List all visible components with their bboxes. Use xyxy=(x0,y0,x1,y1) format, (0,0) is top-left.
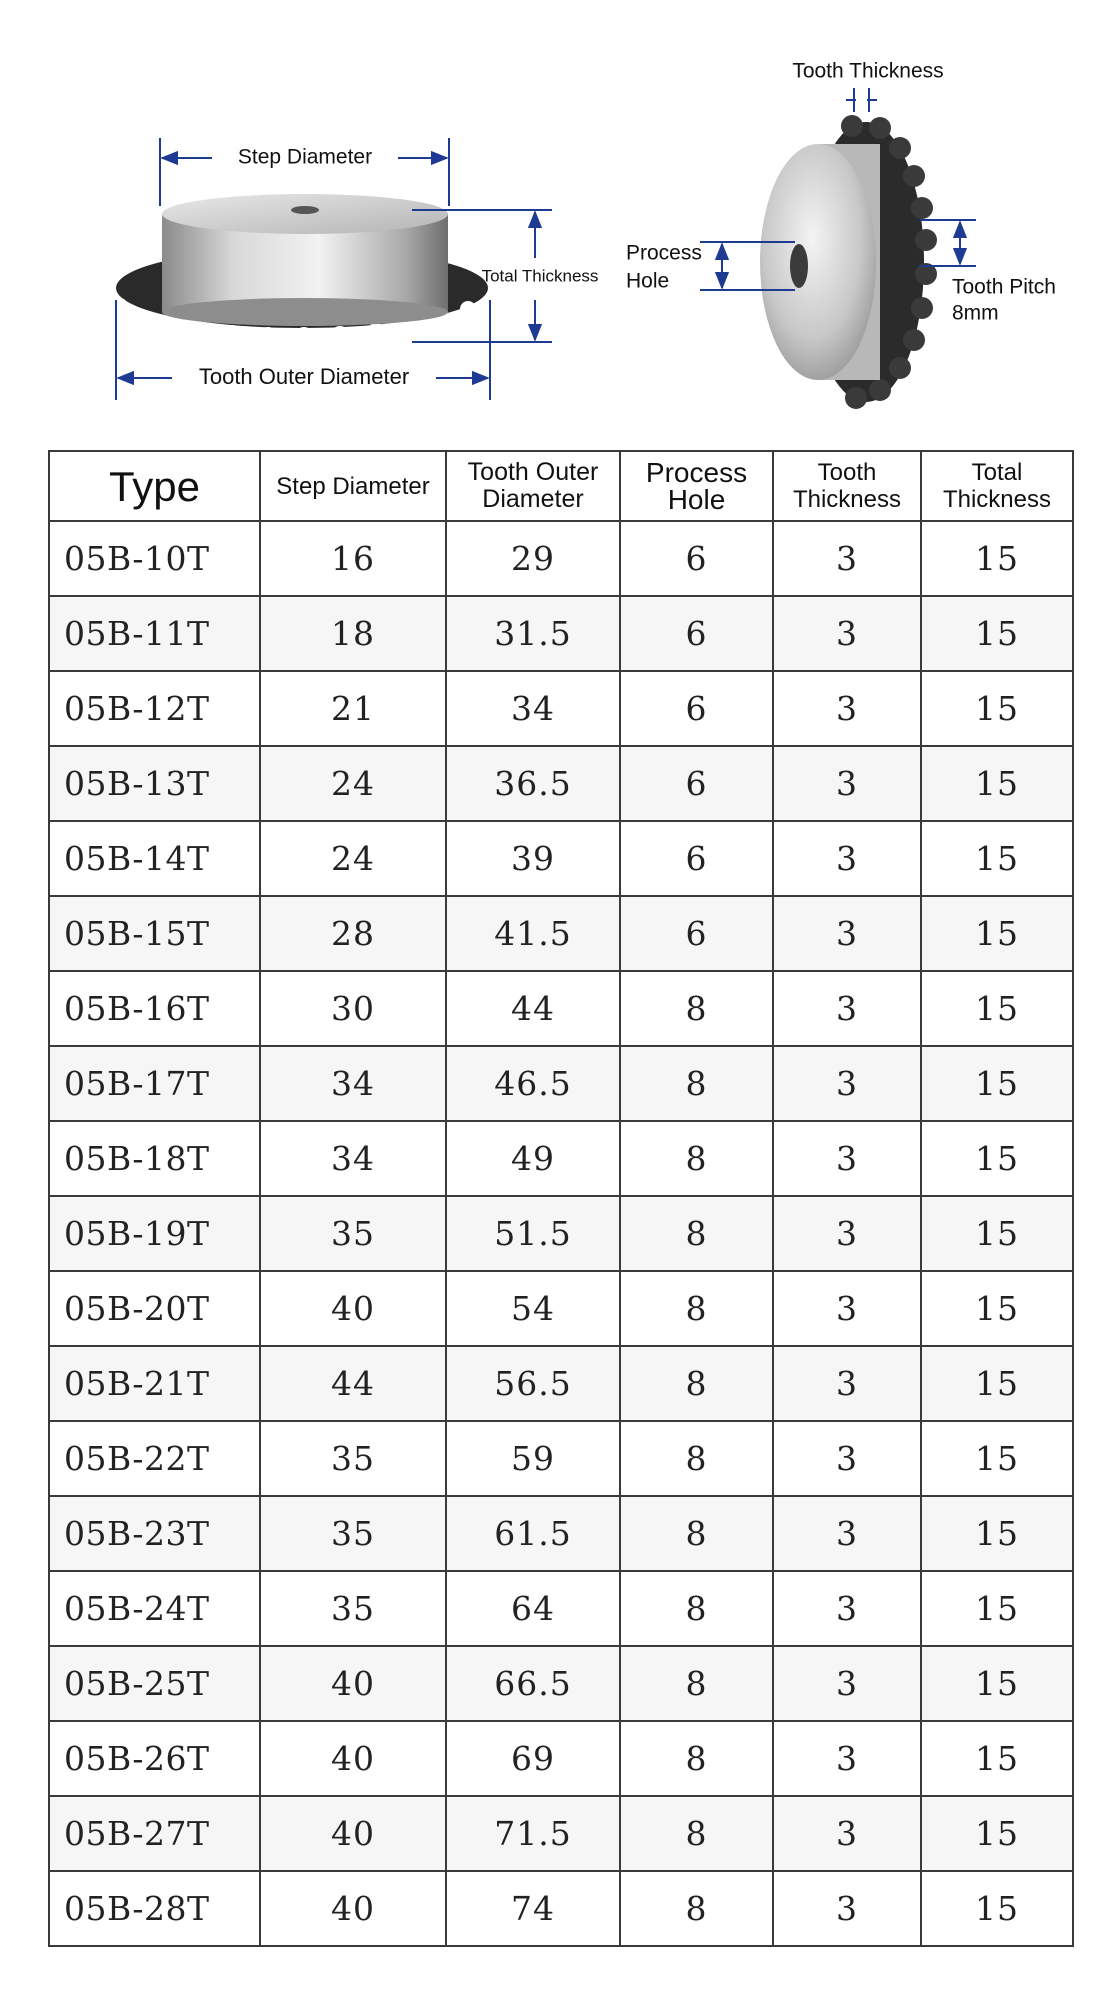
cell-type: 05B-15Т xyxy=(49,896,260,971)
header-tooth-thickness-line1: Tooth xyxy=(817,459,877,486)
cell-total-thickness: 15 xyxy=(921,746,1073,821)
cell-step-diameter: 24 xyxy=(260,821,446,896)
cell-tooth-thickness: 3 xyxy=(773,1721,921,1796)
cell-total-thickness: 15 xyxy=(921,896,1073,971)
cell-tooth-outer-diameter: 44 xyxy=(446,971,620,1046)
cell-tooth-thickness: 3 xyxy=(773,1871,921,1946)
cell-process-hole: 8 xyxy=(620,1196,773,1271)
header-step-diameter-text: Step Diameter xyxy=(276,472,430,500)
cell-step-diameter: 18 xyxy=(260,596,446,671)
cell-tooth-thickness: 3 xyxy=(773,1196,921,1271)
cell-tooth-outer-diameter: 46.5 xyxy=(446,1046,620,1121)
cell-tooth-thickness: 3 xyxy=(773,896,921,971)
cell-process-hole: 6 xyxy=(620,521,773,596)
cell-process-hole: 6 xyxy=(620,596,773,671)
cell-step-diameter: 30 xyxy=(260,971,446,1046)
cell-step-diameter: 44 xyxy=(260,1346,446,1421)
header-tooth-outer-diameter-line2: Diameter xyxy=(482,485,584,513)
cell-process-hole: 8 xyxy=(620,1721,773,1796)
table-row xyxy=(49,1421,1073,1496)
cell-step-diameter: 21 xyxy=(260,671,446,746)
header-process-hole xyxy=(620,451,773,521)
cell-tooth-thickness: 3 xyxy=(773,1796,921,1871)
table-row xyxy=(49,1496,1073,1571)
header-tooth-thickness-line2: Thickness xyxy=(792,486,902,513)
total-thickness-label: Total Thickness xyxy=(481,266,599,286)
table-row xyxy=(49,521,1073,596)
cell-total-thickness: 15 xyxy=(921,1646,1073,1721)
cell-tooth-outer-diameter: 59 xyxy=(446,1421,620,1496)
cell-tooth-outer-diameter: 51.5 xyxy=(446,1196,620,1271)
cell-type: 05B-23Т xyxy=(49,1496,260,1571)
cell-process-hole: 6 xyxy=(620,821,773,896)
table-row xyxy=(49,1346,1073,1421)
cell-tooth-outer-diameter: 74 xyxy=(446,1871,620,1946)
cell-process-hole: 8 xyxy=(620,1271,773,1346)
table-row xyxy=(49,971,1073,1046)
cell-tooth-outer-diameter: 64 xyxy=(446,1571,620,1646)
cell-total-thickness: 15 xyxy=(921,1721,1073,1796)
cell-type: 05B-12Т xyxy=(49,671,260,746)
header-total-thickness-line2: Thickness xyxy=(942,486,1052,513)
cell-total-thickness: 15 xyxy=(921,1421,1073,1496)
cell-process-hole: 8 xyxy=(620,1421,773,1496)
cell-type: 05B-20Т xyxy=(49,1271,260,1346)
cell-process-hole: 8 xyxy=(620,1496,773,1571)
cell-tooth-outer-diameter: 61.5 xyxy=(446,1496,620,1571)
cell-tooth-outer-diameter: 54 xyxy=(446,1271,620,1346)
cell-process-hole: 6 xyxy=(620,671,773,746)
cell-total-thickness: 15 xyxy=(921,521,1073,596)
cell-type: 05B-25Т xyxy=(49,1646,260,1721)
table-row xyxy=(49,1046,1073,1121)
process-hole-label-line2: Hole xyxy=(626,269,670,293)
side-view-sprocket xyxy=(112,194,488,345)
cell-tooth-thickness: 3 xyxy=(773,746,921,821)
table-body xyxy=(49,521,1073,1946)
table-row xyxy=(49,1571,1073,1646)
cell-type: 05B-22Т xyxy=(49,1421,260,1496)
cell-type: 05B-21Т xyxy=(49,1346,260,1421)
cell-step-diameter: 28 xyxy=(260,896,446,971)
cell-type: 05B-18Т xyxy=(49,1121,260,1196)
cell-tooth-thickness: 3 xyxy=(773,1346,921,1421)
table-header-row xyxy=(49,451,1073,521)
header-tooth-outer-diameter xyxy=(446,451,620,521)
table-row xyxy=(49,746,1073,821)
cell-tooth-thickness: 3 xyxy=(773,1496,921,1571)
cell-tooth-outer-diameter: 31.5 xyxy=(446,596,620,671)
cell-process-hole: 8 xyxy=(620,1571,773,1646)
cell-step-diameter: 40 xyxy=(260,1721,446,1796)
cell-type: 05B-13Т xyxy=(49,746,260,821)
cell-total-thickness: 15 xyxy=(921,1796,1073,1871)
cell-type: 05B-19Т xyxy=(49,1196,260,1271)
cell-step-diameter: 35 xyxy=(260,1421,446,1496)
hub-bore xyxy=(291,206,319,214)
tooth-pitch-label-line1: Tooth Pitch xyxy=(952,275,1056,299)
cell-type: 05B-16Т xyxy=(49,971,260,1046)
cell-step-diameter: 16 xyxy=(260,521,446,596)
cell-type: 05B-24Т xyxy=(49,1571,260,1646)
cell-process-hole: 6 xyxy=(620,896,773,971)
perspective-view-sprocket xyxy=(760,115,937,409)
cell-process-hole: 8 xyxy=(620,1046,773,1121)
table-row xyxy=(49,1796,1073,1871)
cell-tooth-thickness: 3 xyxy=(773,821,921,896)
cell-type: 05B-10Т xyxy=(49,521,260,596)
cell-tooth-outer-diameter: 36.5 xyxy=(446,746,620,821)
cell-step-diameter: 40 xyxy=(260,1871,446,1946)
cell-step-diameter: 34 xyxy=(260,1121,446,1196)
header-step-diameter xyxy=(260,451,446,521)
cell-total-thickness: 15 xyxy=(921,671,1073,746)
table-row xyxy=(49,671,1073,746)
cell-step-diameter: 34 xyxy=(260,1046,446,1121)
header-process-hole-line1: Process xyxy=(645,457,748,488)
cell-tooth-thickness: 3 xyxy=(773,1046,921,1121)
cell-step-diameter: 35 xyxy=(260,1571,446,1646)
cell-tooth-thickness: 3 xyxy=(773,596,921,671)
table-row xyxy=(49,1721,1073,1796)
cell-type: 05B-17Т xyxy=(49,1046,260,1121)
table-row xyxy=(49,821,1073,896)
cell-tooth-thickness: 3 xyxy=(773,1421,921,1496)
table-row xyxy=(49,1646,1073,1721)
cell-tooth-outer-diameter: 49 xyxy=(446,1121,620,1196)
cell-process-hole: 8 xyxy=(620,1646,773,1721)
cell-total-thickness: 15 xyxy=(921,971,1073,1046)
cell-process-hole: 8 xyxy=(620,1871,773,1946)
cell-total-thickness: 15 xyxy=(921,1121,1073,1196)
header-tooth-outer-diameter-line1: Tooth Outer xyxy=(467,458,599,486)
cell-type: 05B-28Т xyxy=(49,1871,260,1946)
cell-tooth-outer-diameter: 34 xyxy=(446,671,620,746)
header-tooth-thickness xyxy=(773,451,921,521)
tooth-outer-diameter-label: Tooth Outer Diameter xyxy=(198,363,410,389)
table-row xyxy=(49,1271,1073,1346)
cell-process-hole: 8 xyxy=(620,1121,773,1196)
hub-bottom xyxy=(162,298,448,326)
cell-total-thickness: 15 xyxy=(921,1196,1073,1271)
cell-total-thickness: 15 xyxy=(921,1046,1073,1121)
cell-type: 05B-27Т xyxy=(49,1796,260,1871)
cell-tooth-outer-diameter: 69 xyxy=(446,1721,620,1796)
cell-process-hole: 8 xyxy=(620,1796,773,1871)
cell-type: 05B-14Т xyxy=(49,821,260,896)
cell-total-thickness: 15 xyxy=(921,1871,1073,1946)
table-row xyxy=(49,1871,1073,1946)
step-diameter-label: Step Diameter xyxy=(237,145,373,169)
cell-total-thickness: 15 xyxy=(921,1271,1073,1346)
sprocket-diagram xyxy=(0,0,1120,440)
cell-type: 05B-26Т xyxy=(49,1721,260,1796)
table-row xyxy=(49,896,1073,971)
hub-face xyxy=(760,144,876,380)
header-total-thickness xyxy=(921,451,1073,521)
header-type-text: Type xyxy=(108,462,201,510)
cell-total-thickness: 15 xyxy=(921,821,1073,896)
cell-tooth-thickness: 3 xyxy=(773,1646,921,1721)
tooth-pitch-label-line2: 8mm xyxy=(952,301,999,325)
cell-tooth-thickness: 3 xyxy=(773,971,921,1046)
cell-process-hole: 6 xyxy=(620,746,773,821)
tooth-thickness-label: Tooth Thickness xyxy=(792,59,944,83)
cell-step-diameter: 40 xyxy=(260,1646,446,1721)
header-process-hole-line2: Hole xyxy=(667,484,726,515)
cell-process-hole: 8 xyxy=(620,971,773,1046)
table-row xyxy=(49,1121,1073,1196)
cell-tooth-thickness: 3 xyxy=(773,521,921,596)
cell-total-thickness: 15 xyxy=(921,1571,1073,1646)
header-type xyxy=(49,451,260,521)
cell-process-hole: 8 xyxy=(620,1346,773,1421)
cell-step-diameter: 40 xyxy=(260,1796,446,1871)
process-hole-label-line1: Process xyxy=(626,241,702,265)
cell-tooth-thickness: 3 xyxy=(773,1571,921,1646)
header-total-thickness-line1: Total xyxy=(971,459,1023,486)
cell-tooth-outer-diameter: 39 xyxy=(446,821,620,896)
cell-step-diameter: 40 xyxy=(260,1271,446,1346)
cell-tooth-outer-diameter: 71.5 xyxy=(446,1796,620,1871)
table-row xyxy=(49,596,1073,671)
process-hole xyxy=(790,244,808,288)
cell-type: 05B-11Т xyxy=(49,596,260,671)
cell-tooth-outer-diameter: 56.5 xyxy=(446,1346,620,1421)
cell-total-thickness: 15 xyxy=(921,1346,1073,1421)
cell-total-thickness: 15 xyxy=(921,596,1073,671)
cell-step-diameter: 24 xyxy=(260,746,446,821)
cell-tooth-outer-diameter: 66.5 xyxy=(446,1646,620,1721)
sprocket-spec-table xyxy=(48,450,1074,1947)
cell-step-diameter: 35 xyxy=(260,1496,446,1571)
table-row xyxy=(49,1196,1073,1271)
cell-step-diameter: 35 xyxy=(260,1196,446,1271)
cell-tooth-thickness: 3 xyxy=(773,1121,921,1196)
cell-total-thickness: 15 xyxy=(921,1496,1073,1571)
cell-tooth-thickness: 3 xyxy=(773,671,921,746)
cell-tooth-thickness: 3 xyxy=(773,1271,921,1346)
cell-tooth-outer-diameter: 41.5 xyxy=(446,896,620,971)
cell-tooth-outer-diameter: 29 xyxy=(446,521,620,596)
